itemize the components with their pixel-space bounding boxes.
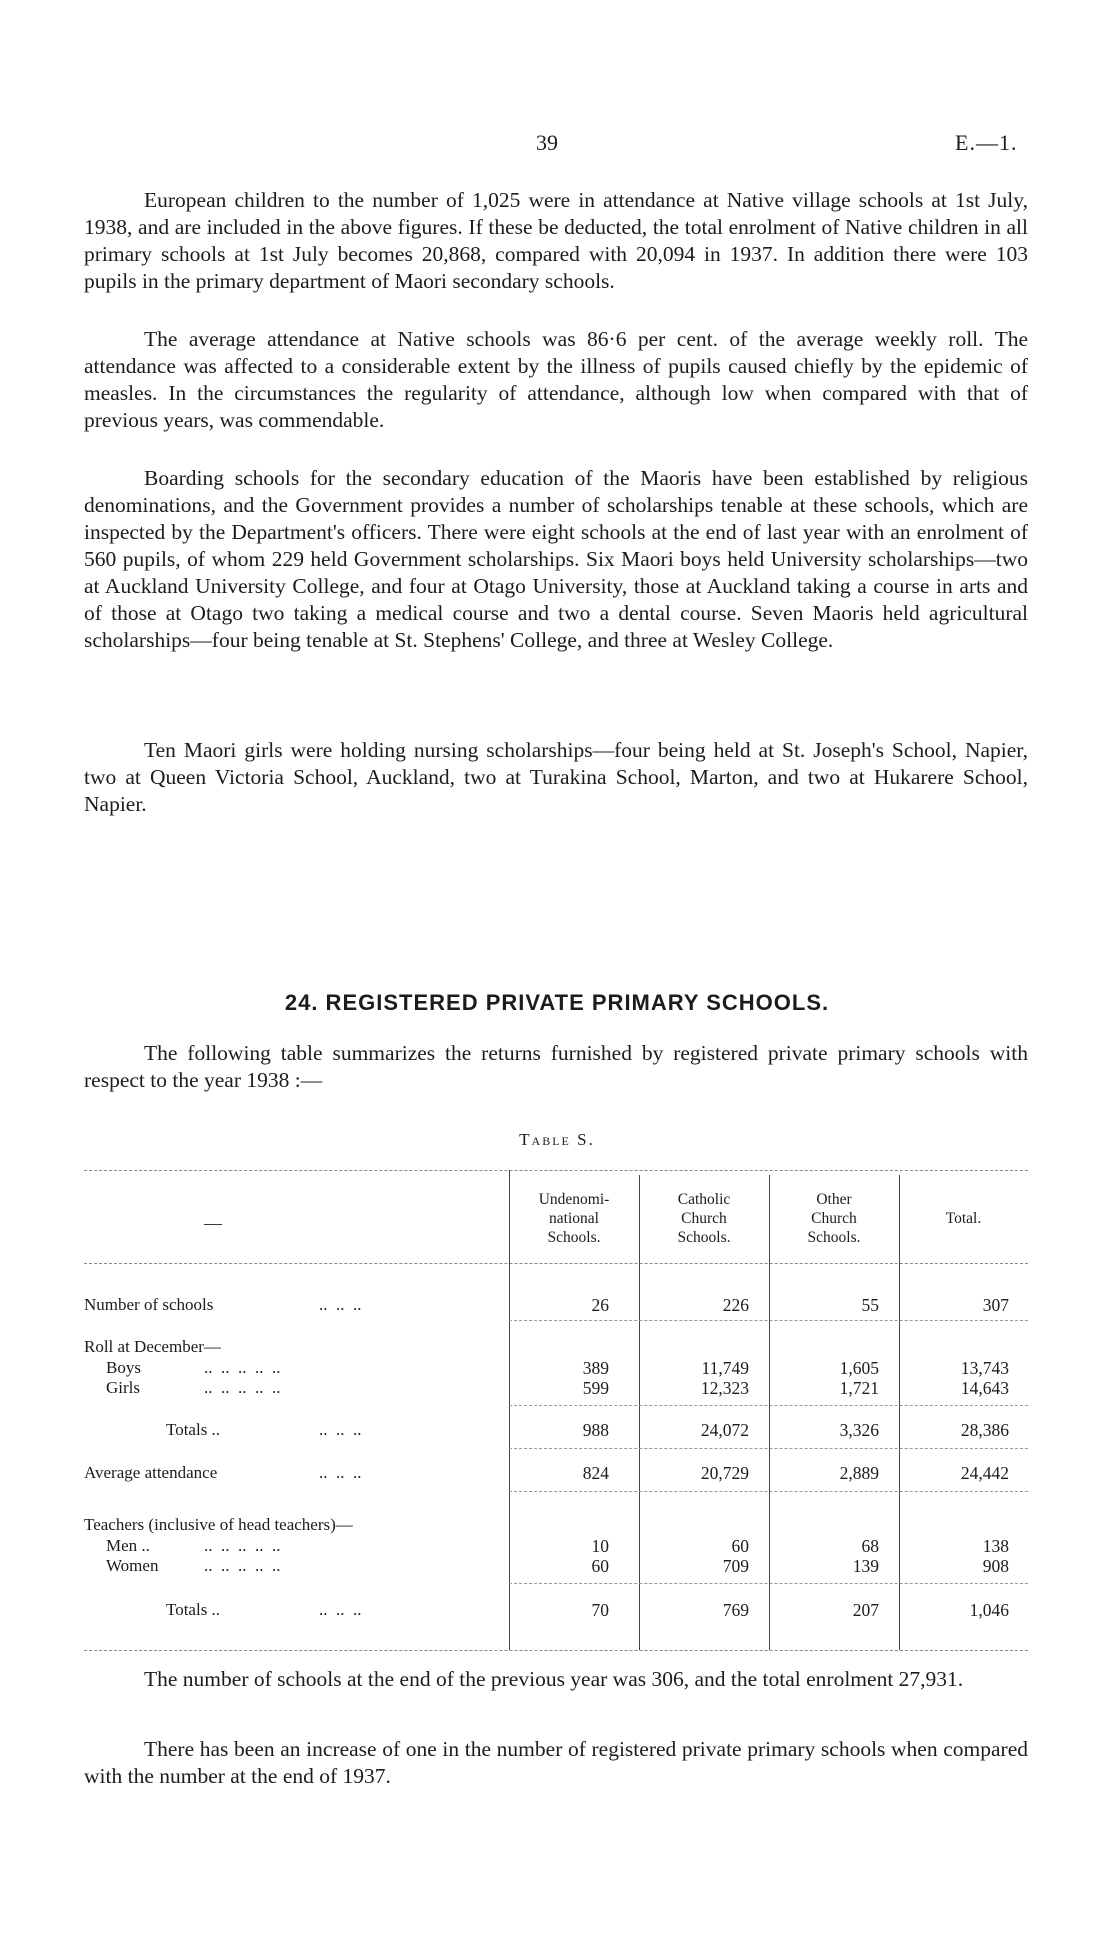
- column-header-total: [899, 1209, 1028, 1228]
- paragraph-european-children: European children to the number of 1,025 were in attendance at Native village schools at 1st July, 1938, and are included in the above figures. If these be deducted, the total enrolment of Native children in all primary schools at 1st July becomes 20,868, compared with 20,094 in 1937. In addition there were 103 pupils in the primary department of Maori secondary schools.: [84, 188, 1028, 293]
- column-divider: [899, 1175, 900, 1650]
- table-cell: 20,729: [700, 1463, 749, 1483]
- table-cell: 709: [722, 1556, 749, 1576]
- table-cell: 3,326: [839, 1420, 879, 1440]
- table-cell: 60: [731, 1536, 749, 1556]
- table-cell: 26: [591, 1295, 609, 1315]
- stub-header: —: [204, 1213, 222, 1233]
- table-cell: 988: [582, 1420, 609, 1440]
- table-cell: 207: [852, 1600, 879, 1620]
- table-cell: 824: [582, 1463, 609, 1483]
- column-header-catholic: [639, 1190, 769, 1247]
- row-rule: [509, 1491, 1028, 1492]
- table-cell: 599: [582, 1378, 609, 1398]
- table-cell: 12,323: [700, 1378, 749, 1398]
- row-label-totals: Totals ..: [166, 1600, 221, 1619]
- table-label: Table S.: [519, 1130, 595, 1149]
- table-cell: 11,749: [701, 1358, 749, 1378]
- table-cell: 307: [982, 1295, 1009, 1315]
- row-label: Girls: [106, 1378, 140, 1397]
- header-line: Other: [816, 1191, 852, 1208]
- header-line: Schools.: [677, 1229, 731, 1246]
- table-cell: 55: [861, 1295, 879, 1315]
- table-cell: 24,442: [960, 1463, 1009, 1483]
- header-line: Total.: [945, 1210, 982, 1227]
- table-cell: 24,072: [700, 1420, 749, 1440]
- table-bottom-rule: [84, 1650, 1028, 1651]
- table-cell: 10: [591, 1536, 609, 1556]
- row-label: Women: [106, 1556, 159, 1575]
- header-line: national: [549, 1210, 599, 1227]
- sum-rule: [509, 1583, 1028, 1584]
- page-number: 39: [536, 130, 558, 155]
- closing-paragraph-increase: There has been an increase of one in the number of registered private primary schools when compared with the number at the end of 1937.: [84, 1737, 1028, 1788]
- header-line: Schools.: [547, 1229, 601, 1246]
- leader-dots: .. .. .. .. ..: [204, 1378, 281, 1397]
- table-header-rule: [84, 1263, 1028, 1264]
- table-cell: 1,046: [969, 1600, 1009, 1620]
- table-cell: 908: [982, 1556, 1009, 1576]
- header-line: Church: [681, 1210, 727, 1227]
- row-rule: [509, 1320, 1028, 1321]
- row-label: Number of schools: [84, 1295, 214, 1314]
- table-cell: 1,605: [839, 1358, 879, 1378]
- table-cell: 13,743: [960, 1358, 1009, 1378]
- row-label: Average attendance: [84, 1463, 218, 1482]
- table-cell: 139: [852, 1556, 879, 1576]
- table-cell: 226: [722, 1295, 749, 1315]
- leader-dots: .. .. .. .. ..: [204, 1358, 281, 1377]
- header-line: Catholic: [677, 1191, 731, 1208]
- table-cell: 60: [591, 1556, 609, 1576]
- row-group-label: Teachers (inclusive of head teachers)—: [84, 1515, 353, 1534]
- leader-dots: .. .. ..: [319, 1600, 362, 1619]
- column-header-undenominational: [509, 1190, 639, 1247]
- row-label: Men ..: [106, 1536, 150, 1555]
- table-cell: 138: [982, 1536, 1009, 1556]
- table-cell: 70: [591, 1600, 609, 1620]
- table-top-rule: [84, 1170, 1028, 1171]
- section-intro: The following table summarizes the returns furnished by registered private primary schools with respect to the year 1938 :—: [84, 1041, 1028, 1092]
- table-cell: 2,889: [839, 1463, 879, 1483]
- leader-dots: .. .. ..: [319, 1463, 362, 1482]
- table-cell: 28,386: [960, 1420, 1009, 1440]
- table-cell: 389: [582, 1358, 609, 1378]
- paragraph-nursing-scholarships: Ten Maori girls were holding nursing scholarships—four being held at St. Joseph's School, Napier, two at Queen Victoria School, Auckland, two at Turakina School, Marton, and two at Hukarere School, Napier.: [84, 738, 1028, 816]
- table-cell: 14,643: [960, 1378, 1009, 1398]
- paragraph-boarding-schools: Boarding schools for the secondary education of the Maoris have been established by religious denominations, and the Government provides a number of scholarships tenable at these schools, which are inspected by the Department's officers. There were eight schools at the end of last year with an enrolment of 560 pupils, of whom 229 held Government scholarships. Six Maori boys held University scholarships—two at Auckland University College, and four at Otago University, those at Auckland taking a course in arts and of those at Otago two taking a medical course and two a dental course. Seven Maoris held agricultural scholarships—four being tenable at St. Stephens' College, and three at Wesley College.: [84, 466, 1028, 652]
- section-heading: 24. REGISTERED PRIVATE PRIMARY SCHOOLS.: [284, 990, 830, 1015]
- header-line: Undenomi-: [538, 1191, 610, 1208]
- header-line: Schools.: [807, 1229, 861, 1246]
- sum-rule: [509, 1405, 1028, 1406]
- leader-dots: .. .. .. .. ..: [204, 1536, 281, 1555]
- leader-dots: .. .. .. .. ..: [204, 1556, 281, 1575]
- leader-dots: .. .. ..: [319, 1420, 362, 1439]
- row-rule: [509, 1448, 1028, 1449]
- table-s: [84, 1165, 1028, 1655]
- header-line: Church: [811, 1210, 857, 1227]
- closing-paragraph-previous-year: The number of schools at the end of the previous year was 306, and the total enrolment 27,931.: [144, 1667, 964, 1691]
- table-cell: 1,721: [839, 1378, 879, 1398]
- row-label-totals: Totals ..: [166, 1420, 221, 1439]
- leader-dots: .. .. ..: [319, 1295, 362, 1314]
- paragraph-average-attendance: The average attendance at Native schools was 86·6 per cent. of the average weekly roll. The attendance was affected to a considerable extent by the illness of pupils caused chiefly by the epidemic of measles. In the circumstances the regularity of attendance, although low when compared with that of previous years, was commendable.: [84, 327, 1028, 432]
- column-header-other-church: [769, 1190, 899, 1247]
- table-cell: 68: [861, 1536, 879, 1556]
- report-reference: E.—1.: [955, 130, 1018, 155]
- table-cell: 769: [722, 1600, 749, 1620]
- row-label: Boys: [106, 1358, 141, 1377]
- row-group-label: Roll at December—: [84, 1337, 221, 1356]
